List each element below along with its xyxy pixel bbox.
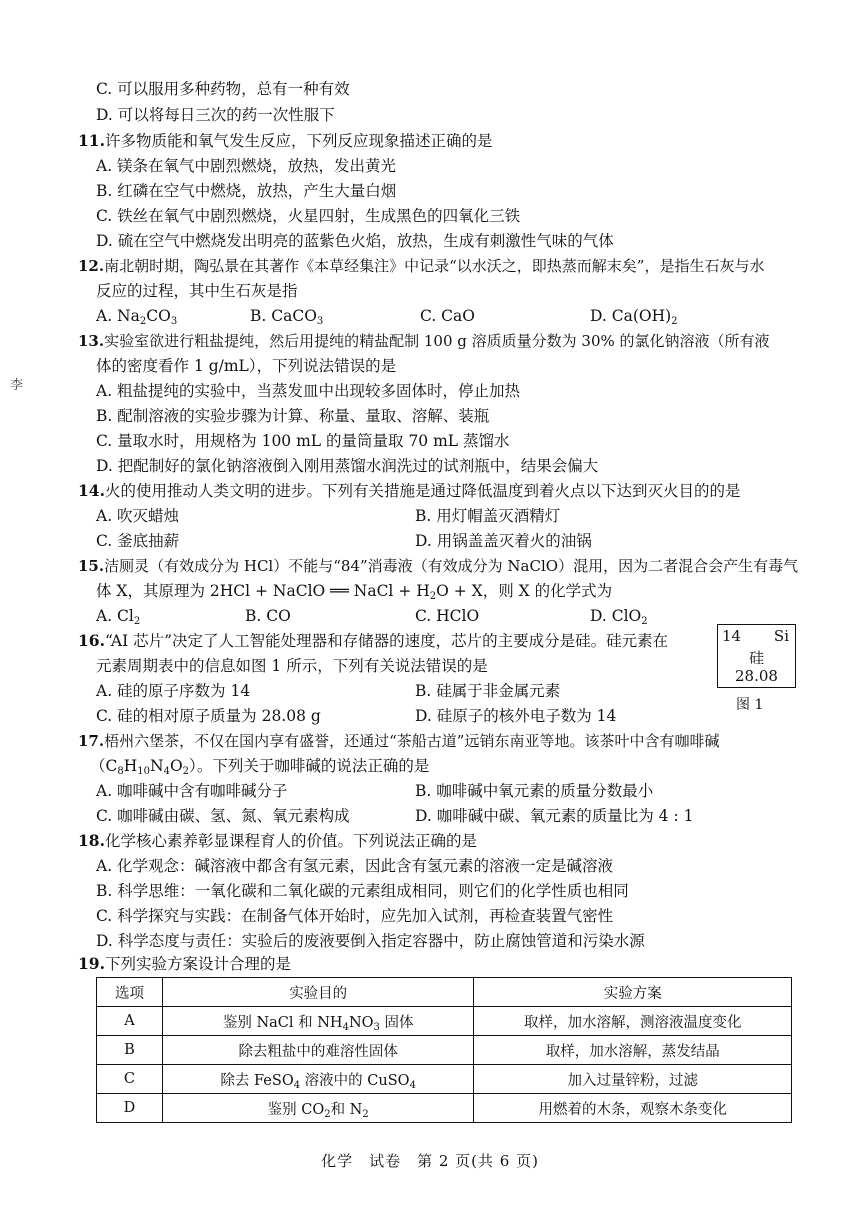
question-number: 18. xyxy=(78,831,105,850)
table-row xyxy=(97,1094,792,1123)
question-text: 反应的过程，其中生石灰是指 xyxy=(96,282,298,300)
page-footer: 化学 试卷 第 2 页(共 6 页) xyxy=(321,1152,539,1170)
question-text: 化学核心素养彰显课程育人的价值。下列说法正确的是 xyxy=(104,832,477,850)
question-text: 许多物质能和氧气发生反应，下列反应现象描述正确的是 xyxy=(104,132,493,150)
option-b: B. 用灯帽盖灭酒精灯 xyxy=(415,507,561,525)
question-number: 19. xyxy=(78,954,105,973)
table-row xyxy=(97,1007,792,1036)
option-d: D. ClO$_2$ xyxy=(590,607,648,627)
option-a: A. $Na_2CO_3$ xyxy=(96,307,178,327)
option-a: A. $Cl_2$ xyxy=(96,607,141,627)
row-plan: 加入过量锌粉，过滤 xyxy=(474,1065,792,1094)
question-16 xyxy=(78,630,668,652)
table-row xyxy=(97,1036,792,1065)
row-goal: 除去 FeSO$_4$ 溶液中的 CuSO$_4$ xyxy=(162,1065,474,1094)
option-a: A. 吹灭蜡烛 xyxy=(96,507,180,525)
question-15 xyxy=(78,555,798,577)
option-c: C. HClO xyxy=(415,607,480,625)
option-d: D. 硅原子的核外电子数为 14 xyxy=(415,707,617,725)
option-line: A. 镁条在氧气中剧烈燃烧，放热，发出黄光 xyxy=(96,157,397,175)
option-line: B. 红磷在空气中燃烧，放热，产生大量白烟 xyxy=(96,182,397,200)
question-number: 15. xyxy=(78,557,105,575)
question-12 xyxy=(78,255,764,277)
option-line: B. 配制溶液的实验步骤为计算、称量、量取、溶解、装瓶 xyxy=(96,407,490,425)
option-line: C. 科学探究与实践：在制备气体开始时，应先加入试剂，再检查装置气密性 xyxy=(96,907,614,925)
row-plan: 用燃着的木条，观察木条变化 xyxy=(474,1094,792,1123)
question-11 xyxy=(78,130,492,152)
option-line: B. 科学思维：一氧化碳和二氧化碳的元素组成相同，则它们的化学性质也相同 xyxy=(96,882,629,900)
row-option: D xyxy=(97,1094,163,1123)
question-14 xyxy=(78,480,740,502)
atomic-mass: 28.08 xyxy=(735,667,778,685)
question-number: 13. xyxy=(78,332,105,350)
row-option: B xyxy=(97,1036,163,1065)
option-c: C. 釜底抽薪 xyxy=(96,532,180,550)
option-line: A. 化学观念：碱溶液中都含有氢元素，因此含有氢元素的溶液一定是碱溶液 xyxy=(96,857,614,875)
question-text: 体的密度看作 1 g/mL），下列说法错误的是 xyxy=(96,357,397,375)
question-number: 11. xyxy=(78,131,105,150)
figure-caption: 图 1 xyxy=(736,697,764,713)
question-number: 14. xyxy=(78,481,105,500)
row-goal: 鉴别 $CO_2$和 $N_2$ xyxy=(162,1094,474,1123)
question-text: 实验室欲进行粗盐提纯，然后用提纯的精盐配制 100 g 溶质质量分数为 30% 的氯化钠溶液（所有液 xyxy=(104,332,770,350)
atomic-number: 14 xyxy=(722,627,742,645)
option-b: B. 硅属于非金属元素 xyxy=(415,682,561,700)
option-b: B. CaCO$_3$ xyxy=(250,307,324,327)
question-text: 梧州六堡茶，不仅在国内享有盛誉，还通过“茶船古道”远销东南亚等地。该茶叶中含有咖啡碱 xyxy=(104,732,720,750)
question-text: 下列实验方案设计合理的是 xyxy=(104,955,291,973)
question-18 xyxy=(78,830,477,852)
option-b: B. 咖啡碱中氧元素的质量分数最小 xyxy=(415,782,654,800)
option-a: A. 咖啡碱中含有咖啡碱分子 xyxy=(96,782,288,800)
question-17 xyxy=(78,730,719,752)
option-d: D. 咖啡碱中碳、氧元素的质量比为 4 : 1 xyxy=(415,807,694,825)
option-c: C. 硅的相对原子质量为 28.08 g xyxy=(96,707,321,725)
option-line: A. 粗盐提纯的实验中，当蒸发皿中出现较多固体时，停止加热 xyxy=(96,382,521,400)
question-text: 元素周期表中的信息如图 1 所示，下列有关说法错误的是 xyxy=(96,657,488,675)
row-goal: 除去粗盐中的难溶性固体 xyxy=(162,1036,474,1065)
question-number: 16. xyxy=(78,631,105,650)
table-header-row xyxy=(97,978,792,1007)
option-d: D. $Ca(OH)_2$ xyxy=(590,307,678,327)
table-row xyxy=(97,1065,792,1094)
option-line: D. 科学态度与责任：实验后的废液要倒入指定容器中，防止腐蚀管道和污染水源 xyxy=(96,932,645,950)
option-line: C. 可以服用多种药物，总有一种有效 xyxy=(96,80,350,98)
element-name: 硅 xyxy=(748,649,764,667)
header-plan: 实验方案 xyxy=(474,978,792,1007)
margin-mark: 李 xyxy=(10,378,24,393)
header-goal: 实验目的 xyxy=(162,978,474,1007)
element-symbol: Si xyxy=(773,627,789,645)
question-text: 南北朝时期，陶弘景在其著作《本草经集注》中记录“以水沃之，即热蒸而解末矣”，是指生石灰与水 xyxy=(104,257,765,275)
option-line: D. 硫在空气中燃烧发出明亮的蓝紫色火焰，放热，生成有刺激性气味的气体 xyxy=(96,232,614,250)
element-card-silicon xyxy=(717,624,796,688)
header-option: 选项 xyxy=(97,978,163,1007)
option-line: D. 把配制好的氯化钠溶液倒入刚用蒸馏水润洗过的试剂瓶中，结果会偏大 xyxy=(96,457,599,475)
question-text: 火的使用推动人类文明的进步。下列有关措施是通过降低温度到着火点以下达到灭火目的的是 xyxy=(104,482,741,500)
question-equation: 体 X，其原理为 2HCl + NaClO ══ NaCl + $H_2O + X$，则 X 的化学式为 xyxy=(96,582,613,602)
row-plan: 取样，加水溶解，测溶液温度变化 xyxy=(474,1007,792,1036)
row-option: C xyxy=(97,1065,163,1094)
question-text: “AI 芯片”决定了人工智能处理器和存储器的速度，芯片的主要成分是硅。硅元素在 xyxy=(104,632,669,650)
question-19 xyxy=(78,953,291,975)
question-text: 洁厕灵（有效成分为 HCl）不能与“84”消毒液（有效成分为 NaClO）混用，因为二者混合会产生有毒气 xyxy=(104,557,799,575)
question-formula: $(C_8H_{10}N_4O_2)$。下列关于咖啡碱的说法正确的是 xyxy=(90,757,430,777)
question-number: 12. xyxy=(78,257,105,275)
row-plan: 取样，加水溶解，蒸发结晶 xyxy=(474,1036,792,1065)
question-number: 17. xyxy=(78,732,105,750)
option-line: C. 铁丝在氧气中剧烈燃烧，火星四射，生成黑色的四氧化三铁 xyxy=(96,207,521,225)
row-option: A xyxy=(97,1007,163,1036)
option-b: B. CO xyxy=(245,607,291,625)
option-line: D. 可以将每日三次的药一次性服下 xyxy=(96,106,335,124)
option-c: C. 咖啡碱由碳、氢、氮、氧元素构成 xyxy=(96,807,350,825)
row-goal: 鉴别 NaCl 和 $NH_4NO_3$ 固体 xyxy=(162,1007,474,1036)
experiment-table xyxy=(96,977,792,1123)
option-d: D. 用锅盖盖灭着火的油锅 xyxy=(415,532,592,550)
option-a: A. 硅的原子序数为 14 xyxy=(96,682,251,700)
question-13 xyxy=(78,330,770,352)
option-line: C. 量取水时，用规格为 100 mL 的量筒量取 70 mL 蒸馏水 xyxy=(96,432,510,450)
option-c: C. CaO xyxy=(420,307,475,325)
